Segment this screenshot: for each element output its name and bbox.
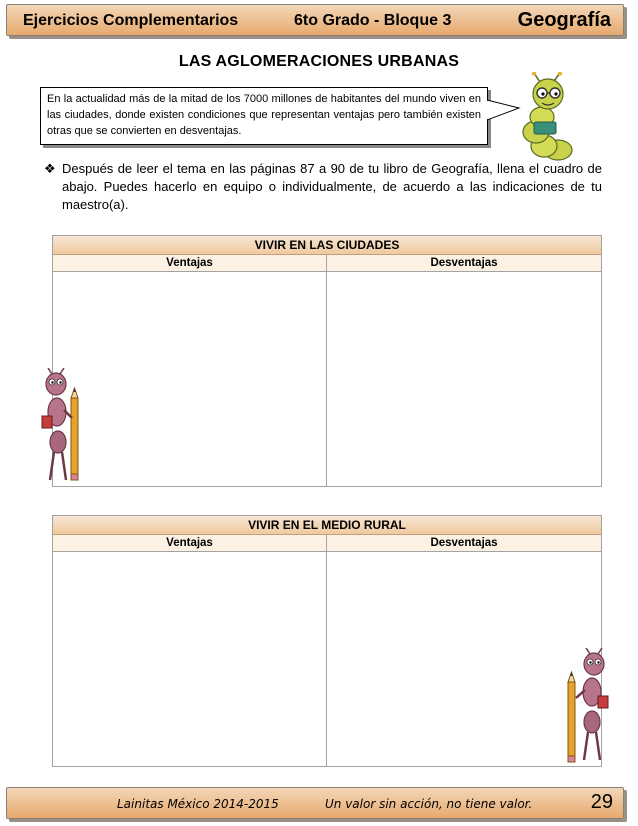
intro-note: En la actualidad más de la mitad de los 7000 millones de habitantes del mundo viven en las ciudades, donde existen condiciones que representan ventajas pero también existen otras que se convierten en desventajas. bbox=[40, 87, 488, 145]
diamond-bullet-icon: ❖ bbox=[44, 161, 56, 176]
advantages-cell[interactable] bbox=[53, 272, 327, 487]
table-title: VIVIR EN EL MEDIO RURAL bbox=[53, 516, 601, 535]
book-title: Ejercicios Complementarios bbox=[23, 12, 239, 29]
page-number: 29 bbox=[590, 791, 613, 813]
instruction-paragraph bbox=[42, 160, 602, 214]
ant-with-pencil-icon bbox=[562, 648, 612, 766]
column-header-disadvantages: Desventajas bbox=[430, 257, 498, 269]
footer-motto: Un valor sin acción, no tiene valor. bbox=[325, 797, 533, 811]
disadvantages-cell[interactable] bbox=[327, 272, 601, 487]
column-header-disadvantages: Desventajas bbox=[430, 537, 498, 549]
table-city-living bbox=[52, 235, 602, 487]
footer-publisher: Lainitas México 2014-2015 bbox=[117, 797, 279, 811]
instruction-text: Después de leer el tema en las páginas 87 a 90 de tu libro de Geografía, llena el cuadro de abajo. Puedes hacerlo en equipo o individualmente, de acuerdo a las indicaciones de tu maestro(a). bbox=[62, 161, 602, 212]
table-header-row bbox=[53, 535, 601, 552]
grade-block: 6to Grado - Bloque 3 bbox=[294, 12, 452, 29]
subject-title: Geografía bbox=[517, 9, 611, 31]
table-title: VIVIR EN LAS CIUDADES bbox=[53, 236, 601, 255]
table-body bbox=[53, 552, 601, 767]
ant-with-pencil-icon bbox=[38, 368, 88, 486]
column-header-advantages: Ventajas bbox=[53, 535, 327, 551]
footer-banner bbox=[6, 787, 624, 819]
advantages-cell[interactable] bbox=[53, 552, 327, 767]
header-banner bbox=[6, 4, 624, 36]
table-rural-living bbox=[52, 515, 602, 767]
disadvantages-cell[interactable] bbox=[327, 552, 601, 767]
column-header-advantages: Ventajas bbox=[53, 255, 327, 271]
table-header-row bbox=[53, 255, 601, 272]
caterpillar-mascot-icon bbox=[514, 72, 582, 162]
page-title: LAS AGLOMERACIONES URBANAS bbox=[178, 53, 460, 70]
table-body bbox=[53, 272, 601, 487]
